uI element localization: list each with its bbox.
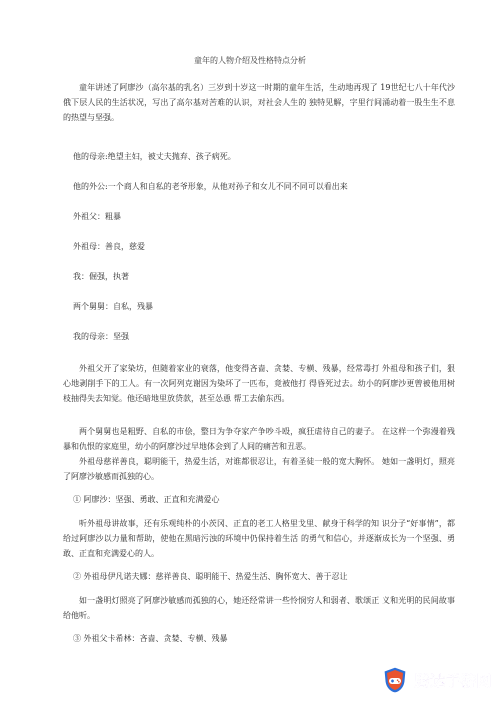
trait-me: 我：倔强，执著 <box>73 272 129 281</box>
trait-mother: 我的母亲：坚强 <box>73 332 129 341</box>
grandfather-paragraph: 外祖父开了家染坊，但随着家业的衰落，他变得吝啬、贪婪、专横、残暴，经常毒打 外祖母和孩子们，狠心地剥削手下的工人。有一次阿列克谢因为染坏了一匹布，竟被他打 得昏死过去。幼小的阿廖沙更曾被他用树枝抽得失去知觉。他还暗地里放贷款，甚至怂恿 帮工去偷东西。 <box>63 364 455 403</box>
trait-uncles: 两个舅舅：自私，残暴 <box>73 302 153 311</box>
page-title: 童年的人物介绍及性格特点分析 <box>194 56 306 65</box>
trait-grandmother: 外祖母：善良，慈爱 <box>73 242 145 251</box>
alyosha-paragraph: 听外祖母讲故事，还有乐观纯朴的小茨冈、正直的老工人格里戈里、献身于科学的知 识分子“好事情”，都给过阿廖沙以力量和帮助，使他在黑暗污浊的环境中仍保持着生活 的勇气和信心，并逐渐成长为一个坚强、勇敢、正直和充满爱心的人。 <box>63 519 455 558</box>
intro-paragraph: 童年讲述了阿廖沙（高尔基的乳名）三岁到十岁这一时期的童年生活，生动地再现了 19世纪七八十年代沙俄下层人民的生活状况，写出了高尔基对苦难的认识，对社会人生的 独特见解，字里行间涌动着一股生生不息的热望与坚强。 <box>63 83 455 122</box>
grandmother-heading: ② 外祖母伊凡诺夫娜：慈祥善良、聪明能干、热爱生活、胸怀宽大、善于忍让 <box>73 572 348 581</box>
document-body <box>63 80 455 645</box>
game-controller-shield-icon <box>380 665 410 695</box>
uncles-paragraph: 两个舅舅也是粗野、自私的市侩，整日为争夺家产争吵斗殴，疯狂虐待自己的妻子。 在这样一个弥漫着残暴和仇恨的家庭里，幼小的阿廖沙过早地体会到了人间的痛苦和丑恶。 <box>63 427 455 451</box>
mother-line: 他的母亲:绝望主妇，被丈夫抛弃、孩子病死。 <box>73 152 236 161</box>
alyosha-heading: ① 阿廖沙：坚强、勇敢、正直和充满爱心 <box>73 495 220 504</box>
grandfather-heading: ③ 外祖父卡希林：吝啬、贪婪、专横、残暴 <box>73 634 228 643</box>
grandfather-line: 他的外公:一个商人和自私的老爷形象，从他对孙子和女儿不同不同可以看出来 <box>73 182 348 191</box>
watermark-text: 腾达手游网 <box>414 671 492 690</box>
grandmother-paragraph: 外祖母慈祥善良，聪明能干，热爱生活，对谁都很忍让，有着圣徒一般的宽大胸怀。 她如一盏明灯，照亮了阿廖沙敏感而孤独的心。 <box>63 457 455 481</box>
site-watermark <box>380 665 492 695</box>
grandmother-paragraph-2: 如一盏明灯照亮了阿廖沙敏感而孤独的心，她还经常讲一些怜悯穷人和弱者、歌颂正 义和光明的民间故事给他听。 <box>63 596 455 620</box>
trait-grandfather: 外祖父：粗暴 <box>73 212 121 221</box>
